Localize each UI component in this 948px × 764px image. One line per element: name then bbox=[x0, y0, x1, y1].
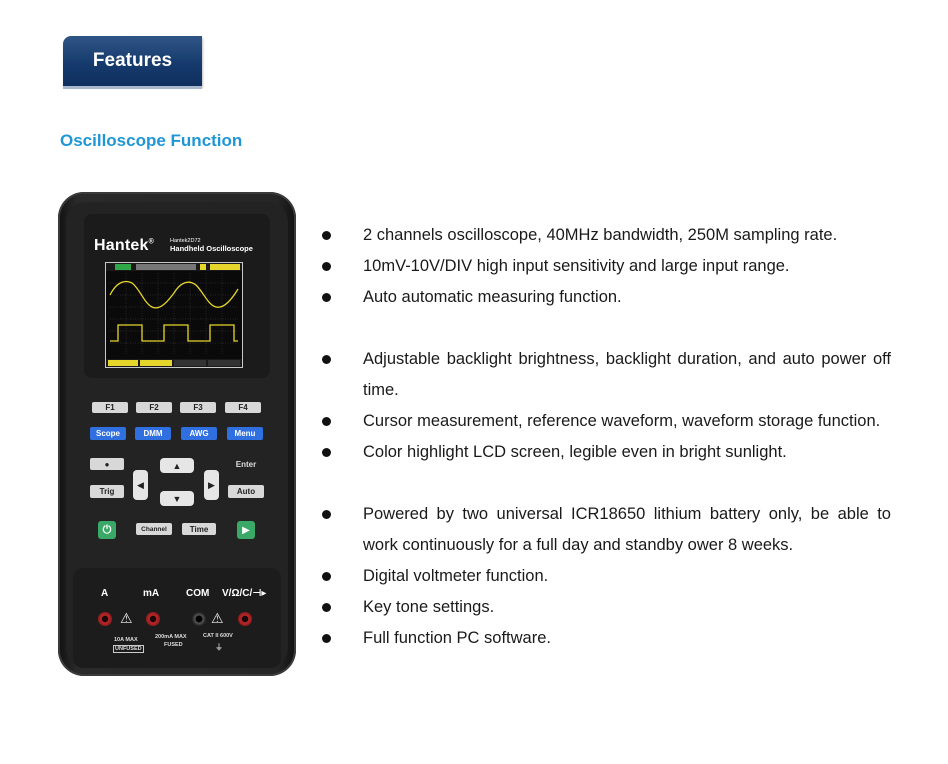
awg-key: AWG bbox=[181, 427, 217, 440]
feature-text: 2 channels oscilloscope, 40MHz bandwidth, 250M sampling rate. bbox=[363, 226, 838, 244]
device-subtitle: Handheld Oscilloscope bbox=[170, 244, 253, 253]
trig-key: Trig bbox=[90, 485, 124, 498]
port-com-jack bbox=[192, 612, 206, 626]
person-icon: ● bbox=[104, 459, 110, 469]
feature-item bbox=[322, 561, 891, 592]
power-icon: ⏻ bbox=[102, 523, 112, 536]
port-label-v: V/Ω/C/⊣▸ bbox=[222, 588, 267, 599]
feature-item bbox=[322, 282, 891, 313]
bullet-icon bbox=[322, 603, 331, 612]
bullet-icon bbox=[322, 262, 331, 271]
bullet-icon bbox=[322, 510, 331, 519]
feature-item bbox=[322, 344, 891, 406]
device-brand-mark: ® bbox=[148, 238, 154, 246]
warning-icon: ⚠ bbox=[211, 610, 224, 626]
right-arrow-key bbox=[204, 470, 219, 500]
port-v-jack bbox=[238, 612, 252, 626]
feature-text: Auto automatic measuring function. bbox=[363, 288, 622, 306]
dmm-key: DMM bbox=[135, 427, 171, 440]
f3-key: F3 bbox=[180, 402, 216, 413]
bullet-icon bbox=[322, 231, 331, 240]
rating-200ma: 200mA MAX bbox=[155, 634, 187, 640]
bullet-icon bbox=[322, 448, 331, 457]
feature-item bbox=[322, 623, 891, 654]
feature-item bbox=[322, 499, 891, 561]
feature-item bbox=[322, 406, 891, 437]
features-banner bbox=[63, 36, 202, 86]
feature-text: Digital voltmeter function. bbox=[363, 567, 549, 585]
bullet-icon bbox=[322, 417, 331, 426]
feature-text: Powered by two universal ICR18650 lithium battery only, be able to work continuously for a full day and standby ower 8 weeks. bbox=[363, 505, 891, 554]
feature-item bbox=[322, 251, 891, 282]
person-key bbox=[90, 458, 124, 470]
port-label-ma: mA bbox=[143, 588, 160, 599]
feature-list bbox=[322, 220, 891, 654]
feature-item bbox=[322, 220, 891, 251]
feature-item bbox=[322, 592, 891, 623]
rating-10a: 10A MAX bbox=[114, 637, 138, 643]
device-brand-text: Hantek bbox=[94, 237, 149, 254]
rating-unfused: UNFUSED bbox=[115, 646, 142, 652]
bullet-icon bbox=[322, 355, 331, 364]
f1-key: F1 bbox=[92, 402, 128, 413]
feature-text: Full function PC software. bbox=[363, 629, 551, 647]
bullet-icon bbox=[322, 572, 331, 581]
device-model bbox=[170, 238, 253, 253]
down-arrow-key bbox=[160, 491, 194, 506]
left-arrow-icon: ◀ bbox=[137, 479, 144, 490]
port-a-jack bbox=[98, 612, 112, 626]
left-arrow-key bbox=[133, 470, 148, 500]
f2-key: F2 bbox=[136, 402, 172, 413]
rating-cat: CAT II 600V bbox=[203, 633, 233, 639]
port-label-com: COM bbox=[186, 588, 210, 599]
device-lcd-screen bbox=[105, 262, 243, 368]
section-heading: Oscilloscope Function bbox=[60, 131, 243, 150]
features-banner-label: Features bbox=[92, 50, 173, 71]
run-stop-key bbox=[237, 521, 255, 539]
bullet-icon bbox=[322, 293, 331, 302]
device-model-number: Hantek2D72 bbox=[170, 238, 201, 244]
right-arrow-icon: ▶ bbox=[208, 479, 215, 490]
power-key bbox=[98, 521, 116, 539]
feature-item bbox=[322, 437, 891, 468]
up-arrow-key bbox=[160, 458, 194, 473]
feature-text: Key tone settings. bbox=[363, 598, 495, 616]
device-brand bbox=[94, 237, 154, 255]
channel-key: Channel bbox=[136, 523, 172, 535]
feature-text: Cursor measurement, reference waveform, waveform storage function. bbox=[363, 412, 881, 430]
feature-text: Adjustable backlight brightness, backlight duration, and auto power off time. bbox=[363, 350, 891, 399]
play-icon: ▶ bbox=[242, 524, 250, 536]
bullet-icon bbox=[322, 634, 331, 643]
warning-icon: ⚠ bbox=[120, 610, 133, 626]
f4-key: F4 bbox=[225, 402, 261, 413]
auto-key: Auto bbox=[228, 485, 264, 498]
port-ma-jack bbox=[146, 612, 160, 626]
enter-key: Enter bbox=[235, 459, 257, 469]
ground-icon: ⏚ bbox=[215, 643, 223, 652]
scope-key: Scope bbox=[90, 427, 126, 440]
menu-key: Menu bbox=[227, 427, 263, 440]
rating-fused: FUSED bbox=[164, 642, 183, 648]
feature-text: Color highlight LCD screen, legible even in bright sunlight. bbox=[363, 443, 787, 461]
up-arrow-icon: ▲ bbox=[172, 460, 182, 471]
port-label-a: A bbox=[101, 588, 109, 599]
down-arrow-icon: ▼ bbox=[172, 493, 182, 504]
feature-text: 10mV-10V/DIV high input sensitivity and large input range. bbox=[363, 257, 790, 275]
waveform-display bbox=[106, 263, 242, 367]
time-key: Time bbox=[182, 523, 216, 535]
